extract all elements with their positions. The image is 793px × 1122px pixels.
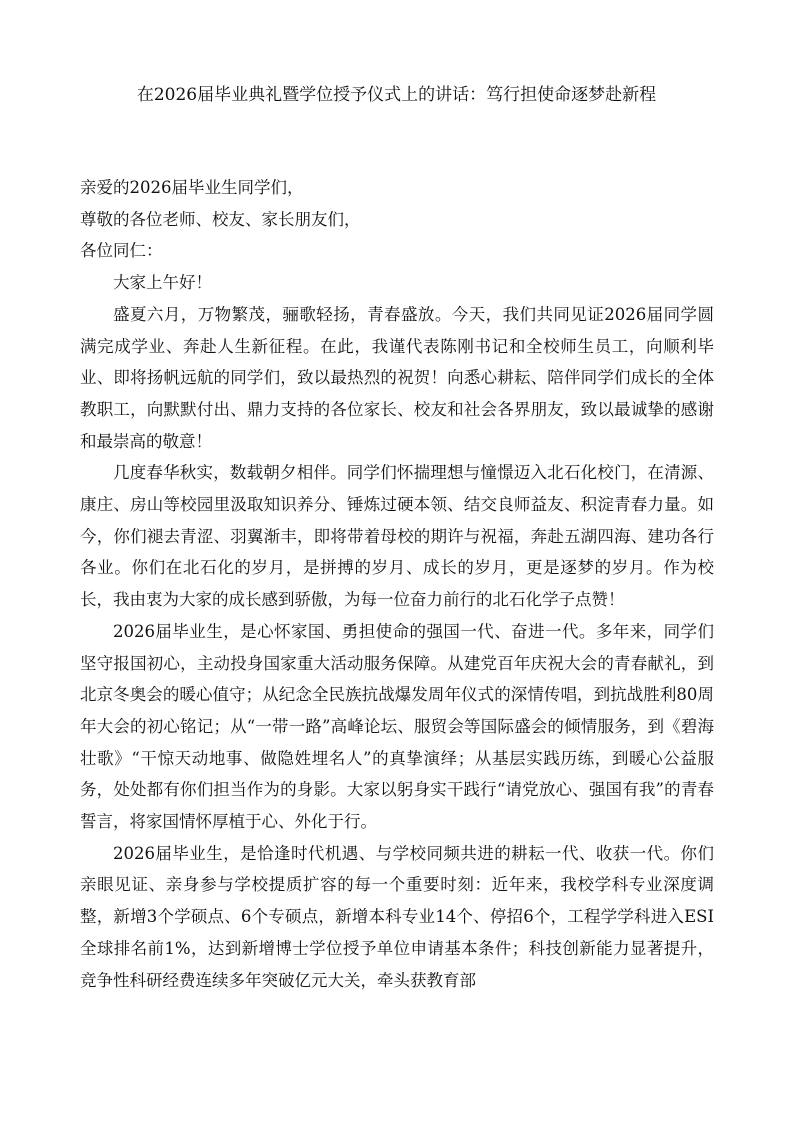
salutation-graduates: 亲爱的2026届毕业生同学们， [80, 178, 304, 197]
paragraph-campus-years: 几度春华秋实，数载朝夕相伴。同学们怀揣理想与憧憬迈入北石化校门，在清源、康庄、房山等校园里汲取知识养分、锤炼过硬本领、结交良师益友、积淀青春力量。如今，你们褪去青涩、羽翼渐丰，即将带着母校的期许与祝福，奔赴五湖四海、建功各行各业。你们在北石化的岁月，是拼搏的岁月、成长的岁月，更是逐梦的岁月。作为校长，我由衷为大家的成长感到骄傲，为每一位奋力前行的北石化学子点赞！ [80, 463, 714, 610]
greeting: 大家上午好！ [113, 273, 212, 293]
paragraph-school-development: 2026届毕业生，是恰逢时代机遇、与学校同频共进的耕耘一代、收获一代。你们亲眼见证、亲身参与学校提质扩容的每一个重要时刻：近年来，我校学科专业深度调整，新增3个学硕点、6个专硕点，新增本科专业14个、停招6个，工程学学科进入ESI全球排名前1%，达到新增博士学位授予单位申请基本条件；科技创新能力显著提升，竞争性科研经费连续多年突破亿元大关，牵头获教育部 [80, 843, 714, 990]
salutation-colleagues: 各位同仁： [80, 241, 163, 261]
speech-body [80, 172, 714, 996]
paragraph-patriotic-service: 2026届毕业生，是心怀家国、勇担使命的强国一代、奋进一代。多年来，同学们坚守报国初心，主动投身国家重大活动服务保障。从建党百年庆祝大会的青春献礼，到北京冬奥会的暖心值守；从纪念全民族抗战爆发周年仪式的深情传唱，到抗战胜利80周年大会的初心铭记；从“一带一路”高峰论坛、服贸会等国际盛会的倾情服务，到《碧海壮歌》“干惊天动地事、做隐姓埋名人”的真挚演绎；从基层实践历练，到暖心公益服务，处处都有你们担当作为的身影。大家以躬身实干践行“请党放心、强国有我”的青春誓言，将家国情怀厚植于心、外化于行。 [80, 621, 714, 832]
paragraph-congratulations: 盛夏六月，万物繁茂，骊歌轻扬，青春盛放。今天，我们共同见证2026届同学圆满完成学业、奔赴人生新征程。在此，我谨代表陈刚书记和全校师生员工，向顺利毕业、即将扬帆远航的同学们，致以最热烈的祝贺！向悉心耕耘、陪伴同学们成长的全体教职工，向默默付出、鼎力支持的各位家长、校友和社会各界朋友，致以最诚挚的感谢和最崇高的敬意！ [80, 304, 714, 451]
salutation-teachers: 尊敬的各位老师、校友、家长朋友们， [80, 209, 361, 229]
page-title: 在2026届毕业典礼暨学位授予仪式上的讲话：笃行担使命逐梦赴新程 [136, 85, 657, 105]
